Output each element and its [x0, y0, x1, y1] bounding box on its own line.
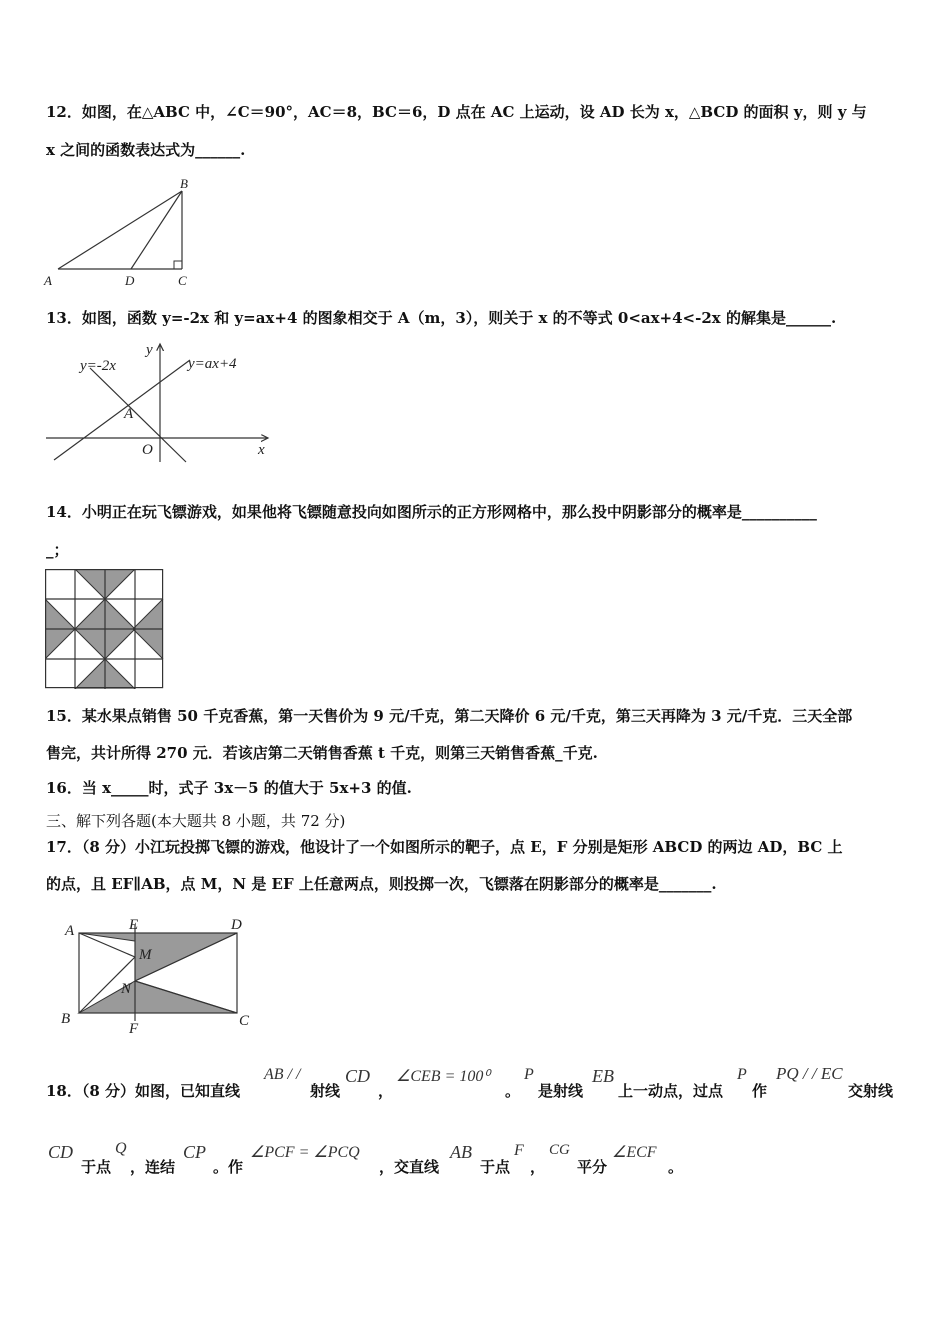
square-grid-figure	[45, 569, 165, 689]
label-f: F	[129, 1021, 139, 1035]
label-c: C	[239, 1013, 250, 1029]
label-a: A	[65, 923, 75, 939]
q18-text-4: 。	[505, 1082, 521, 1100]
q18-text-1: 18．（8 分）如图，已知直线	[46, 1082, 241, 1100]
label-a: A	[44, 273, 52, 288]
q18-math-ab: AB	[450, 1142, 472, 1162]
q14-line2: _；	[46, 541, 69, 559]
q18-text-15: 平分	[577, 1158, 608, 1176]
q18-math-f: F	[514, 1142, 524, 1159]
q18-text-6: 上一动点，过点	[618, 1082, 724, 1100]
section3-title: 三、解下列各题(本大题共 8 小题，共 72 分)	[46, 812, 346, 830]
q18-math-ab-parallel: AB / /	[264, 1066, 301, 1083]
linear-functions-figure	[40, 338, 280, 468]
label-e: E	[129, 917, 139, 933]
q18-text-9: 于点	[81, 1158, 112, 1176]
label-y-neg2x: y=-2x	[80, 358, 116, 374]
q18-text-5: 是射线	[538, 1082, 584, 1100]
q18-text-7: 作	[752, 1082, 768, 1100]
label-m: M	[139, 947, 152, 963]
q18-math-cg: CG	[549, 1142, 570, 1158]
q18-text-2: 射线	[310, 1082, 341, 1100]
q15-line2: 售完，共计所得 270 元．若该店第二天销售香蕉 t 千克，则第三天销售香蕉_千克.	[46, 744, 598, 762]
q17-line2: 的点，且 EF∥AB，点 M，N 是 EF 上任意两点，则投掷一次，飞镖落在阴影部分的概率是_______.	[46, 875, 717, 893]
q18-math-eb: EB	[592, 1066, 614, 1086]
q18-math-cd2: CD	[48, 1142, 74, 1162]
label-x-axis: x	[258, 442, 265, 458]
label-origin: O	[142, 442, 153, 458]
label-b: B	[180, 176, 188, 191]
q18-text-11: 。作	[213, 1158, 244, 1176]
q18-math-q: Q	[115, 1140, 127, 1157]
label-b: B	[61, 1011, 71, 1027]
q15-line1: 15．某水果点销售 50 千克香蕉，第一天售价为 9 元/千克，第二天降价 6 元/千克，第三天再降为 3 元/千克．三天全部	[46, 707, 853, 725]
label-d: D	[125, 273, 135, 288]
q17-line1: 17．（8 分）小江玩投掷飞镖的游戏，他设计了一个如图所示的靶子，点 E，F 分别是矩形 ABCD 的两边 AD，BC 上	[46, 838, 843, 856]
q18-text-12: ，交直线	[379, 1158, 440, 1176]
q18-math-p2: P	[737, 1066, 747, 1083]
q18-math-p: P	[524, 1066, 534, 1083]
label-d: D	[231, 917, 242, 933]
q16-line1: 16．当 x_____时，式子 3x－5 的值大于 5x+3 的值.	[46, 779, 412, 797]
q12-line1: 12．如图，在△ABC 中，∠C＝90°，AC＝8，BC＝6，D 点在 AC 上运动，设 AD 长为 x，△BCD 的面积 y，则 y 与	[46, 103, 867, 121]
q18-text-3: ，	[378, 1082, 394, 1100]
rectangle-target-figure	[55, 915, 265, 1035]
q18-text-14: ，	[530, 1158, 546, 1176]
label-n: N	[121, 981, 132, 997]
q18-math-angle-pcf: ∠PCF = ∠PCQ	[250, 1144, 360, 1161]
q18-text-10: ，连结	[130, 1158, 176, 1176]
q18-math-angle-ecf: ∠ECF	[612, 1144, 657, 1161]
q18-text-8: 交射线	[848, 1082, 894, 1100]
triangle-abc-figure	[40, 175, 200, 290]
q14-line1: 14．小明正在玩飞镖游戏，如果他将飞镖随意投向如图所示的正方形网格中，那么投中阴影部分的概率是__________	[46, 503, 817, 521]
q18-math-pq-ec: PQ / / EC	[776, 1064, 843, 1083]
q18-text-13: 于点	[480, 1158, 511, 1176]
label-y-axis: y	[146, 342, 153, 358]
label-c: C	[178, 273, 187, 288]
label-y-ax4: y=ax+4	[188, 356, 237, 372]
q18-math-angle-ceb: ∠CEB = 100⁰	[396, 1068, 490, 1085]
q18-math-cd: CD	[345, 1066, 371, 1086]
q18-math-cp: CP	[183, 1142, 207, 1162]
q18-text-16: 。	[668, 1158, 684, 1176]
q13-line1: 13．如图，函数 y=-2x 和 y=ax+4 的图象相交于 A（m，3），则关于 x 的不等式 0<ax+4<-2x 的解集是______.	[46, 309, 837, 327]
q12-line2: x 之间的函数表达式为______.	[46, 141, 246, 159]
label-point-a: A	[124, 406, 134, 422]
